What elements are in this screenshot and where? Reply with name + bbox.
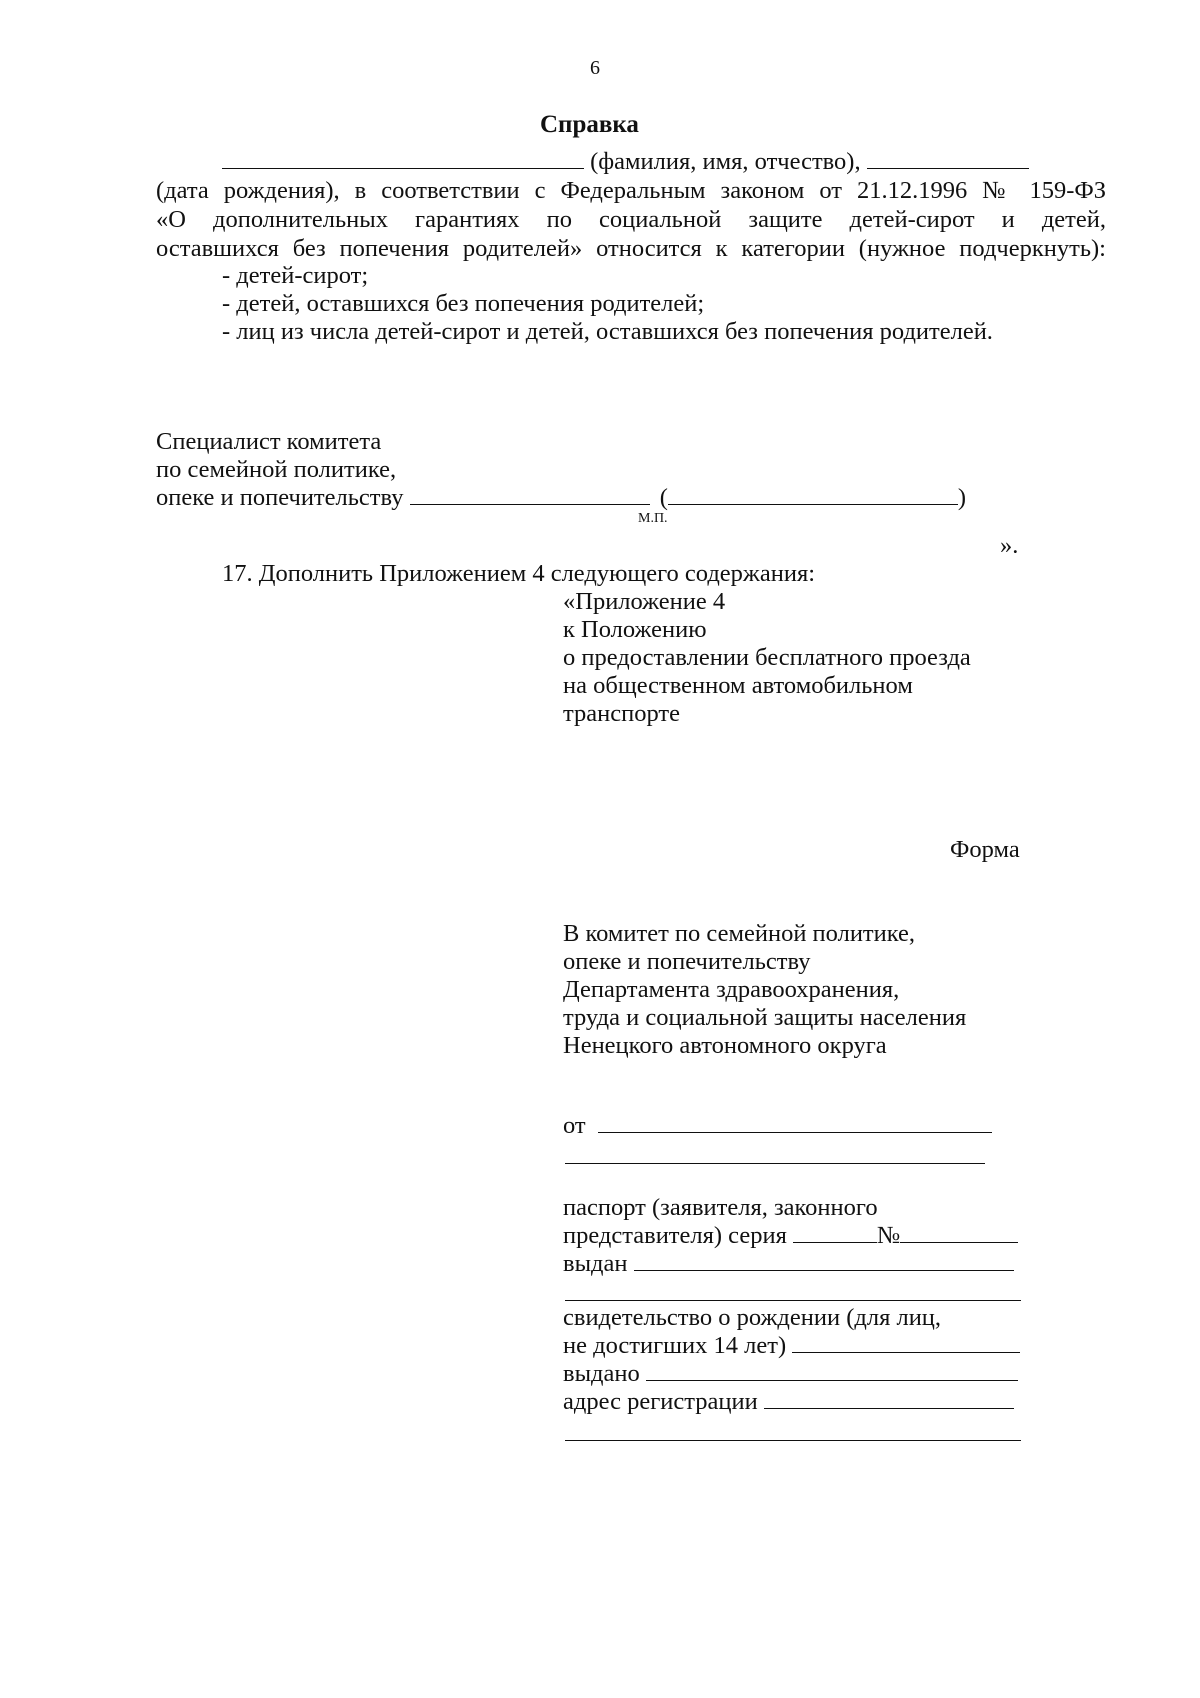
applicant-name-blank-2[interactable] [565,1163,985,1164]
addressee-line: В комитет по семейной политике, [563,920,916,947]
certificate-line-1 [222,150,1029,175]
applicant-name-blank[interactable] [598,1131,992,1133]
certificate-title: Справка [540,111,639,138]
passport-issued-blank-2[interactable] [565,1300,1021,1301]
fio-blank[interactable] [222,167,584,169]
annex-header-line: о предоставлении бесплатного проезда [563,644,971,671]
annex-header-line: «Приложение 4 [563,588,726,615]
passport-issued-row [563,1252,1014,1277]
signature-blank[interactable] [410,503,650,505]
signer-line: Специалист комитета [156,428,382,455]
annex-header-line: транспорте [563,700,680,727]
addressee-line: Департамента здравоохранения, [563,976,900,1003]
close-paren: ) [957,484,967,511]
passport-number-blank[interactable] [900,1241,1018,1243]
addressee-line: Ненецкого автономного округа [563,1032,887,1059]
from-label: от [563,1112,586,1139]
number-sign: № [876,1222,901,1249]
open-paren: ( [659,484,668,511]
registration-label: адрес регистрации [563,1388,758,1415]
signer-line-with-signature: опеке и попечительству ( ) [156,484,967,511]
page-number: 6 [590,57,600,79]
birth-cert-blank[interactable] [792,1351,1020,1353]
closing-quote: ». [1000,532,1019,559]
annex-header-line: к Положению [563,616,707,643]
signer-line: по семейной политике, [156,456,397,483]
addressee-line: труда и социальной защиты населения [563,1004,967,1031]
registration-blank[interactable] [764,1407,1014,1409]
category-item: - детей-сирот; [222,262,369,289]
certificate-line-2: (дата рождения), в соответствии с Федеральным законом от 21.12.1996 № 159-ФЗ [156,177,1106,204]
passport-line-1: паспорт (заявителя, законного [563,1194,878,1221]
birth-cert-row [563,1334,1020,1359]
addressee-line: опеке и попечительству [563,948,811,975]
fio-label: (фамилия, имя, отчество), [590,148,861,175]
birth-cert-line-1: свидетельство о рождении (для лиц, [563,1304,942,1331]
category-item: - лиц из числа детей-сирот и детей, оставшихся без попечения родителей. [222,318,993,345]
certificate-line-3: «О дополнительных гарантиях по социальной защите детей-сирот и детей, [156,206,1106,233]
issued-label-2: выдано [563,1360,640,1387]
registration-blank-2[interactable] [565,1440,1021,1441]
birth-date-blank[interactable] [867,167,1029,169]
signer-name-blank[interactable] [668,503,958,505]
birth-cert-issued-row [563,1362,1018,1387]
category-item: - детей, оставшихся без попечения родителей; [222,290,705,317]
form-label: Форма [950,836,1020,863]
amendment-item-17: 17. Дополнить Приложением 4 следующего содержания: [222,560,816,587]
registration-row [563,1390,1014,1415]
passport-issued-blank[interactable] [634,1269,1014,1271]
issued-label: выдан [563,1250,628,1277]
passport-series-label: представителя) серия [563,1222,787,1249]
annex-header-line: на общественном автомобильном [563,672,913,699]
from-row [563,1114,992,1139]
certificate-line-4: оставшихся без попечения родителей» относится к категории (нужное подчеркнуть): [156,235,1106,262]
passport-series-blank[interactable] [793,1241,877,1243]
stamp-label: М.П. [638,511,668,526]
passport-row [563,1224,1018,1249]
birth-cert-issued-blank[interactable] [646,1379,1018,1381]
birth-cert-label: не достигших 14 лет) [563,1332,787,1359]
